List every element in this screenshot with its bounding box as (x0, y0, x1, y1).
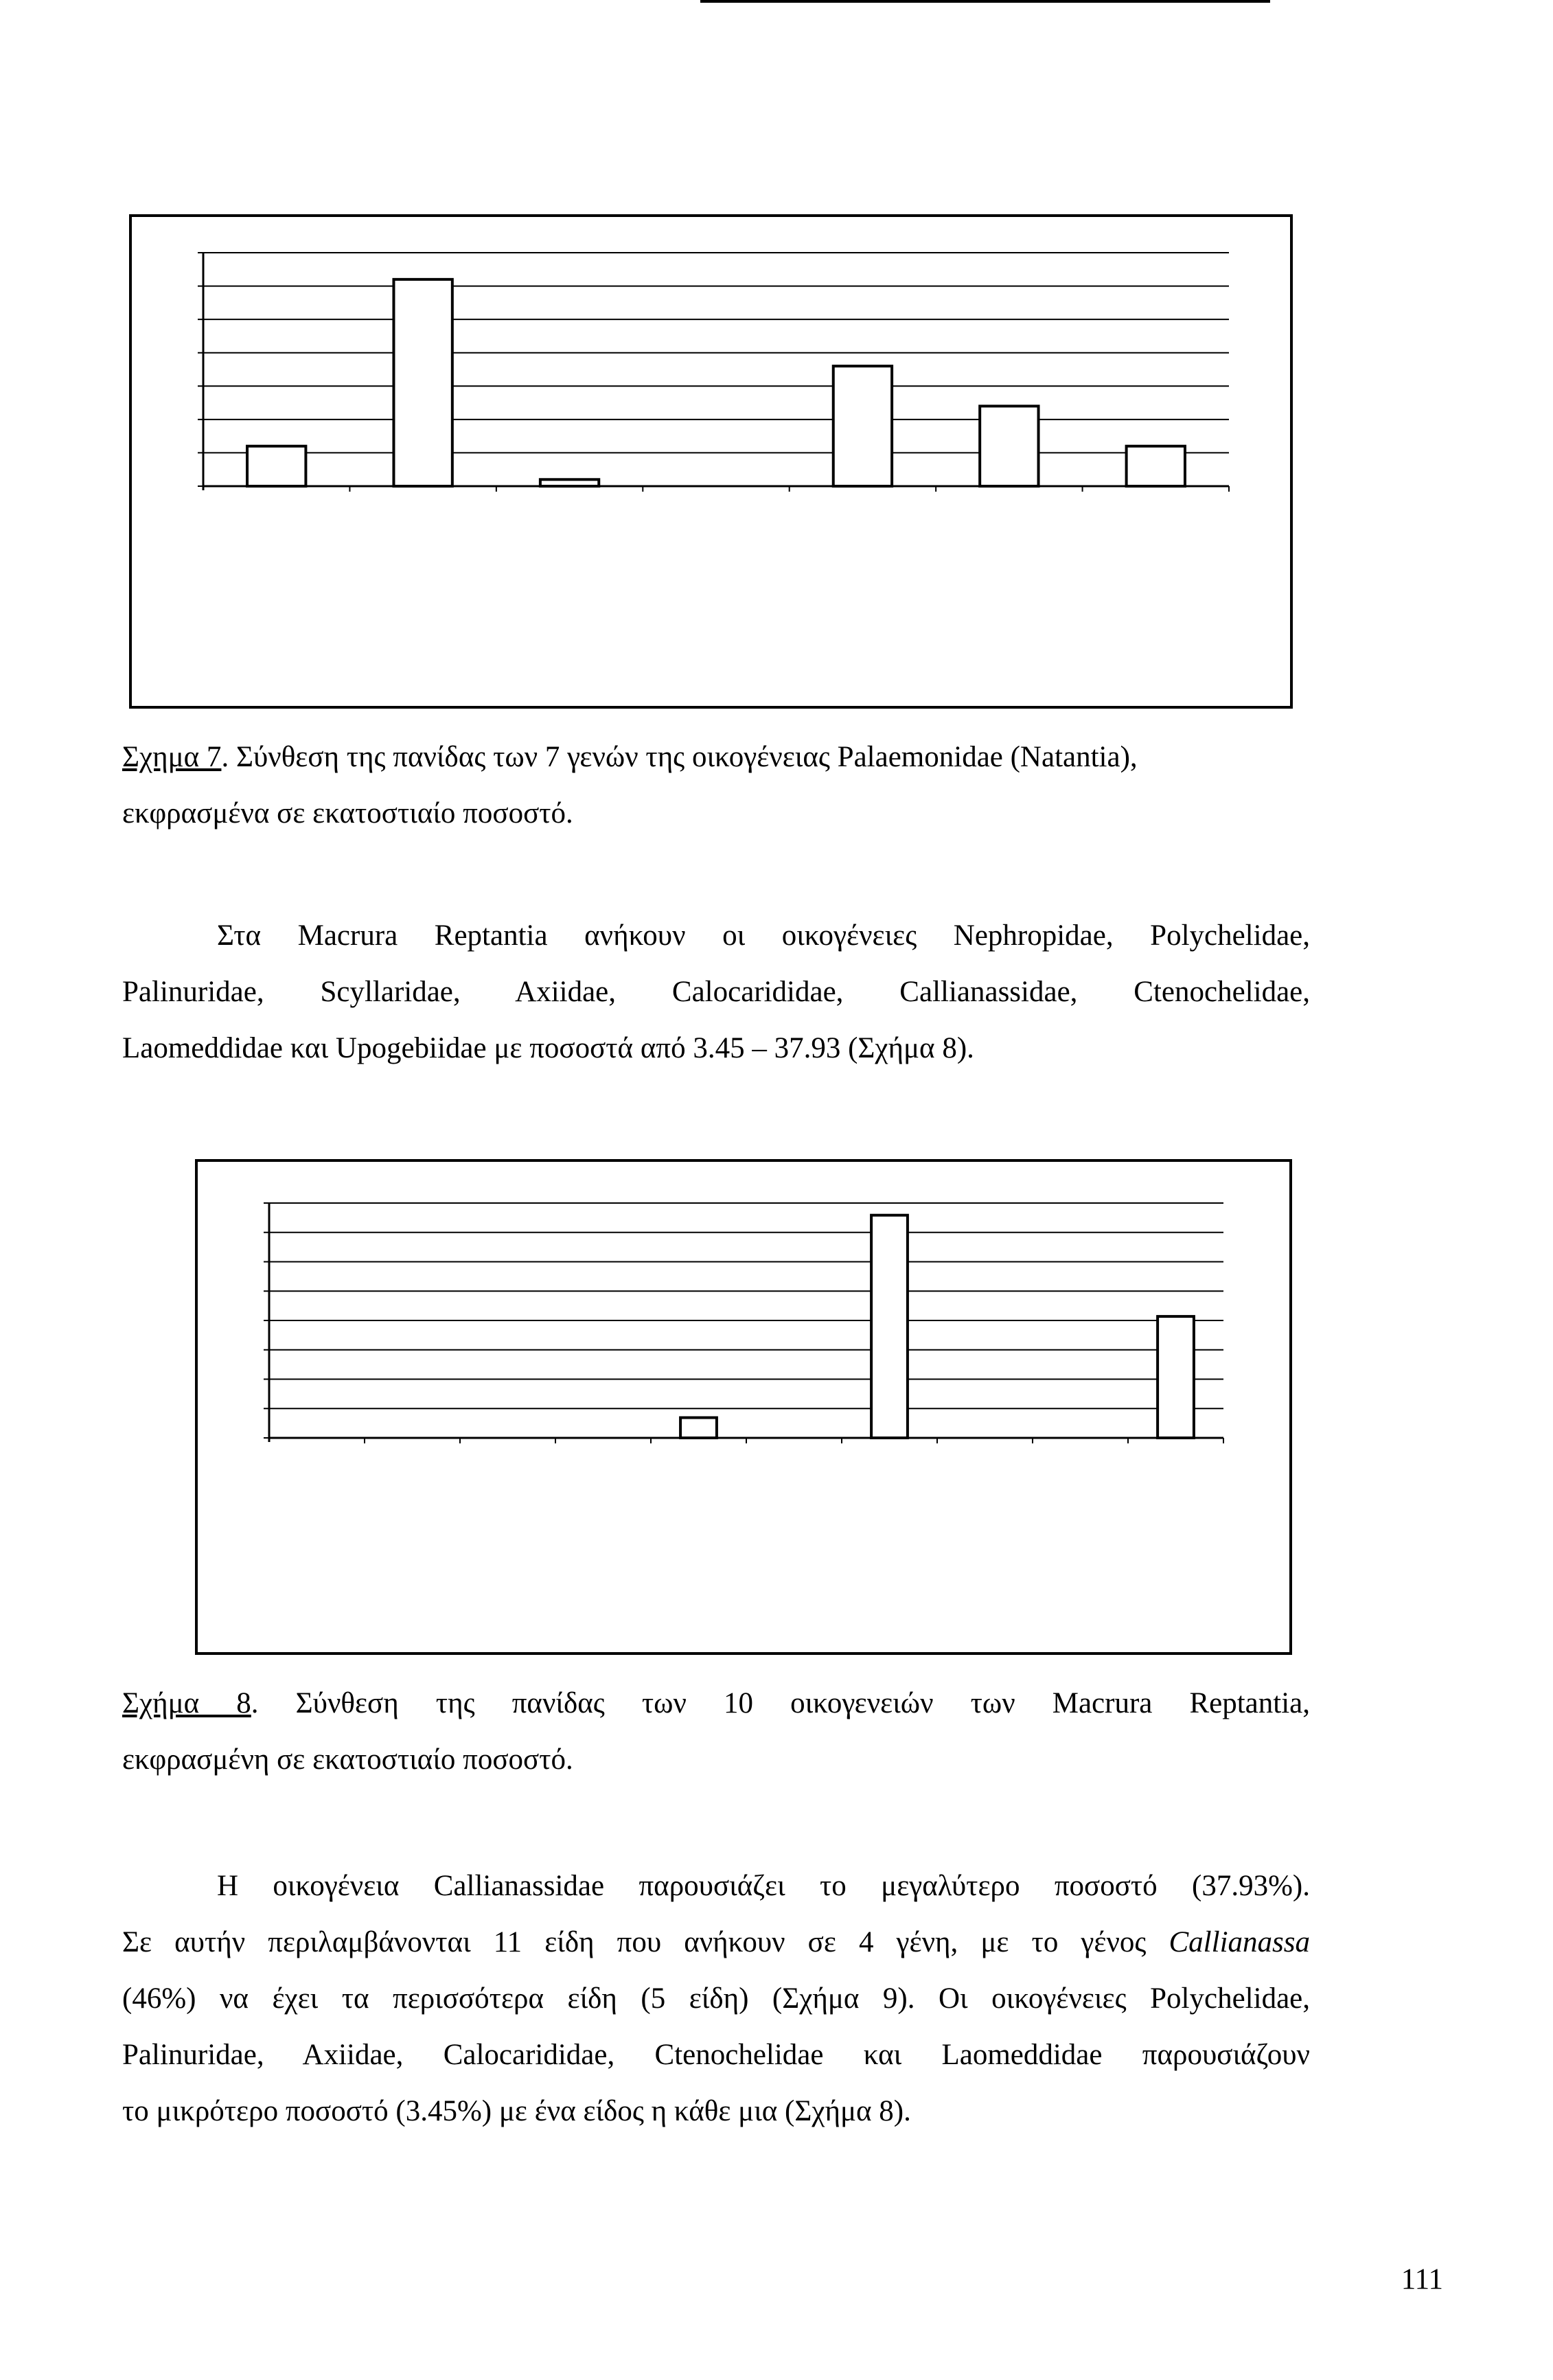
figure8-caption-label: Σχήμα 8 (122, 1687, 251, 1719)
bar (680, 1418, 717, 1438)
paragraph-callianassidae (122, 1858, 1310, 2140)
paragraph2-line1: Η οικογένεια Callianassidae παρουσιάζει το μεγαλύτερο ποσοστό (37.93%). (217, 1870, 1310, 1902)
figure7-caption (122, 729, 1434, 842)
figure8-caption-text: . Σύνθεση της πανίδας των 10 οικογενειών των Macrura Reptantia, (251, 1687, 1310, 1719)
figure8-caption-text-line2: εκφρασμένη σε εκατοστιαίο ποσοστό. (122, 1743, 573, 1776)
figure7-bar-chart (132, 217, 1296, 711)
bar (540, 479, 599, 486)
paragraph-macrura-reptantia (122, 908, 1310, 1077)
figure7-caption-text: . Σύνθεση της πανίδας των 7 γενών της οικογένειας Palaemonidae (Natantia), (221, 741, 1138, 773)
page-top-rule (700, 0, 1270, 3)
bar (1127, 446, 1185, 486)
bar (871, 1215, 908, 1438)
paragraph1-line3: Laomeddidae και Upogebiidae με ποσοστά από 3.45 – 37.93 (Σχήμα 8). (122, 1032, 974, 1064)
figure8-caption-line1 (122, 1675, 1310, 1732)
paragraph2-line5: το μικρότερο ποσοστό (3.45%) με ένα είδος η κάθε μια (Σχήμα 8). (122, 2095, 911, 2127)
figure8-caption (122, 1675, 1310, 1788)
paragraph1-line2: Palinuridae, Scyllaridae, Axiidae, Calocarididae, Callianassidae, Ctenochelidae, (122, 976, 1310, 1008)
bar (833, 366, 892, 486)
paragraph2-line2-text: Σε αυτήν περιλαμβάνονται 11 είδη που ανήκουν σε 4 γένη, με το γένος (122, 1926, 1169, 1958)
figure7-caption-label: Σχημα 7 (122, 741, 222, 773)
figure7-caption-text-line2: εκφρασμένα σε εκατοστιαίο ποσοστό. (122, 797, 573, 829)
figure8-bar-chart (198, 1162, 1295, 1658)
genus-callianassa: Callianassa (1169, 1926, 1310, 1958)
bar (393, 279, 452, 486)
bar (1158, 1316, 1194, 1438)
bar (247, 446, 306, 486)
figure7-chart-frame (129, 214, 1293, 709)
bar (980, 406, 1038, 486)
paragraph2-line4: Palinuridae, Axiidae, Calocarididae, Ctenochelidae και Laomeddidae παρουσιάζουν (122, 2039, 1310, 2071)
paragraph1-line1: Στα Macrura Reptantia ανήκουν οι οικογένειες Nephropidae, Polychelidae, (217, 919, 1310, 952)
paragraph2-line2 (122, 1914, 1310, 1971)
paragraph2-line3: (46%) να έχει τα περισσότερα είδη (5 είδη) (Σχήμα 9). Οι οικογένειες Polychelidae, (122, 1982, 1310, 2015)
page-number: 111 (1401, 2263, 1443, 2296)
figure8-chart-frame (195, 1159, 1292, 1655)
